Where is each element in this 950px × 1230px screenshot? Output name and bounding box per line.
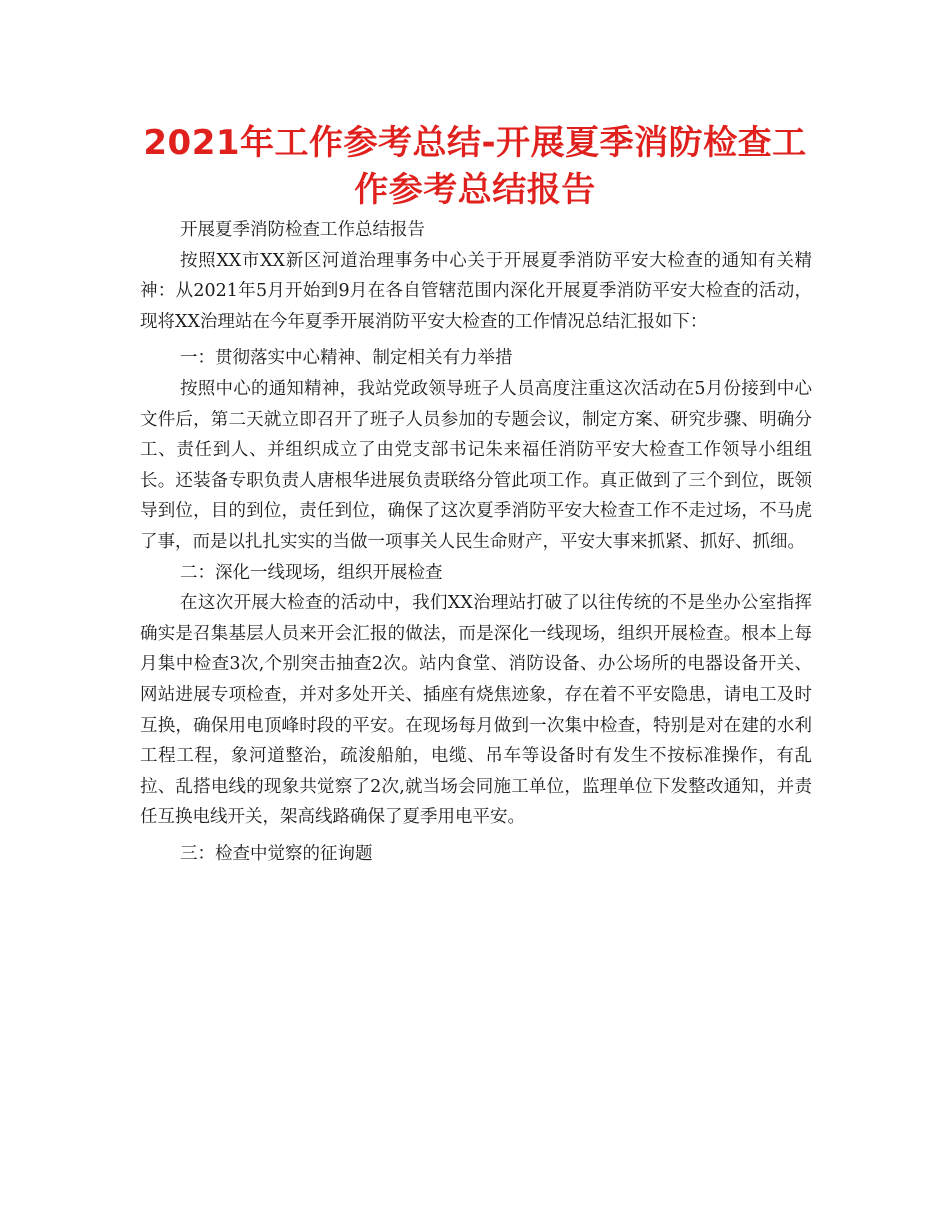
section-1-paragraph: 按照中心的通知精神，我站党政领导班子人员高度注重这次活动在5月份接到中心文件后，第二天就立即召开了班子人员参加的专题会议，制定方案、研究步骤、明确分工、责任到人、并组织成立了由党支部书记朱来福任消防平安大检查工作领导小组组长。还装备专职负责人唐根华进展负责联络分管此项工作。真正做到了三个到位，既领导到位，目的到位，责任到位，确保了这次夏季消防平安大检查工作不走过场，不马虎了事，而是以扎扎实实的当做一项事关人民生命财产，平安大事来抓紧、抓好、抓细。	[140, 378, 812, 552]
section-2-paragraph: 在这次开展大检查的活动中，我们XX治理站打破了以往传统的不是坐办公室指挥确实是召集基层人员来开会汇报的做法，而是深化一线现场，组织开展检查。根本上每月集中检查3次,个别突击抽查2次。站内食堂、消防设备、办公场所的电器设备开关、网站进展专项检查，并对多处开关、插座有烧焦迹象，存在着不平安隐患，请电工及时互换，确保用电顶峰时段的平安。在现场每月做到一次集中检查，特别是对在建的水利工程工程，象河道整治，疏浚船舶，电缆、吊车等设备时有发生不按标准操作，有乱拉、乱搭电线的现象共觉察了2次,就当场会同施工单位，监理单位下发整改通知，并责任互换电线开关，架高线路确保了夏季用电平安。	[140, 593, 812, 828]
document-title: 2021年工作参考总结-开展夏季消防检查工作参考总结报告	[143, 123, 807, 210]
intro-paragraph: 按照XX市XX新区河道治理事务中心关于开展夏季消防平安大检查的通知有关精神：从2021年5月开始到9月在各自管辖范围内深化开展夏季消防平安大检查的活动，现将XX治理站在今年夏季开展消防平安大检查的工作情况总结汇报如下：	[140, 250, 812, 332]
document-body	[140, 215, 812, 869]
section-heading-2: 二：深化一线现场，组织开展检查	[180, 562, 443, 583]
subtitle-paragraph: 开展夏季消防检查工作总结报告	[180, 220, 425, 240]
section-heading-3: 三：检查中觉察的征询题	[180, 843, 373, 864]
section-heading-1: 一：贯彻落实中心精神、制定相关有力举措	[180, 348, 513, 369]
